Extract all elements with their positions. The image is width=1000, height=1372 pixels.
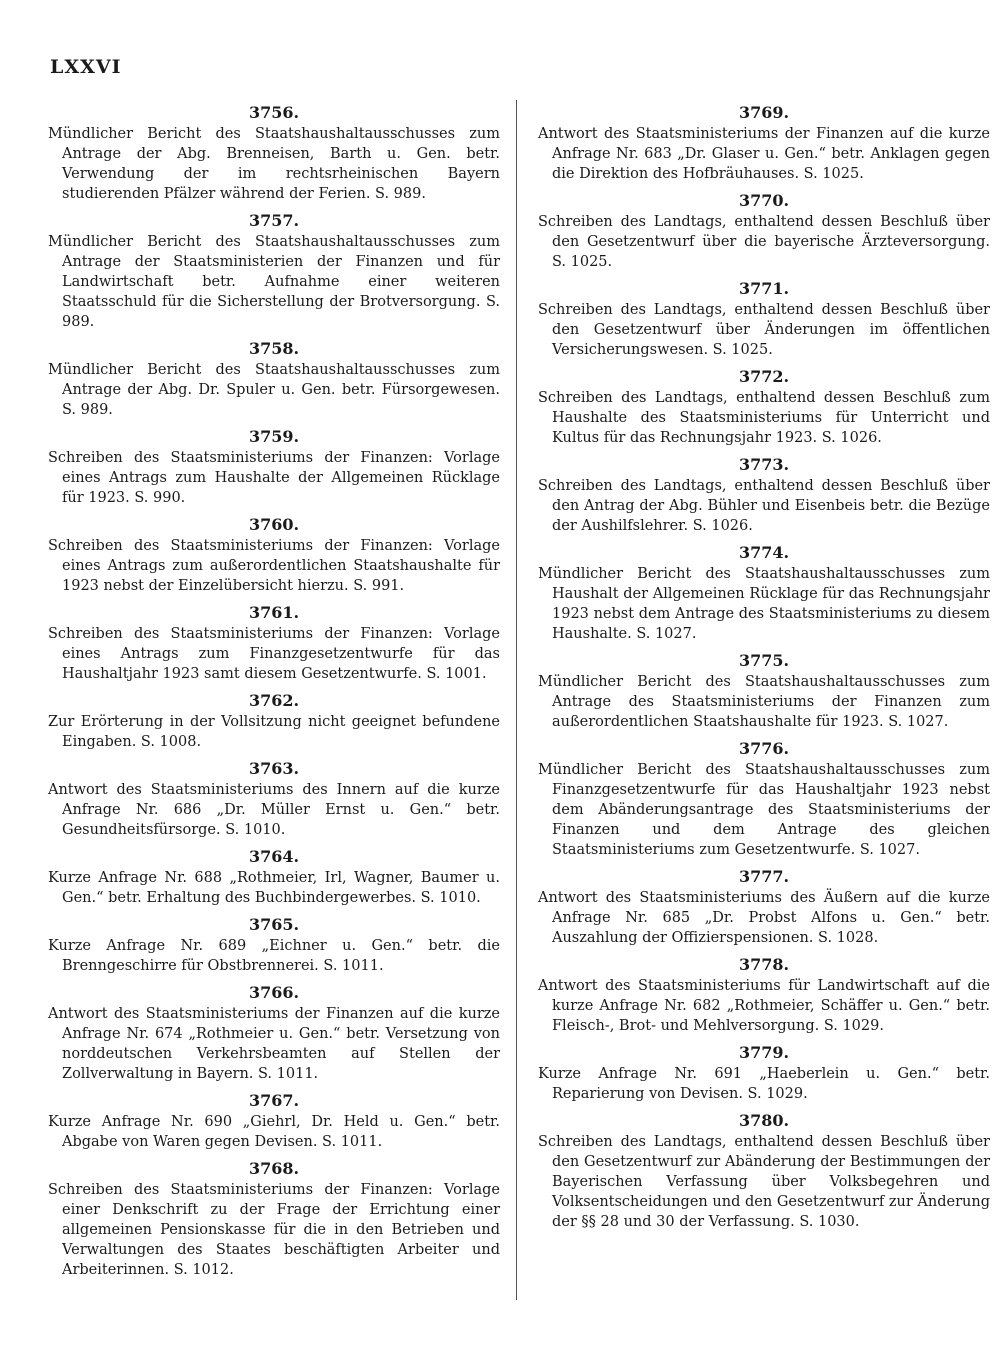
left-column [48,96,500,1284]
entry-text: Schreiben des Staatsministeriums der Finanzen: Vorlage eines Antrags zum Haushalte der Allgemeinen Rücklage für 1923. S. 990. [48,450,500,506]
entry-number: 3769. [738,103,790,122]
index-entry [48,690,500,752]
entry-number: 3759. [248,427,300,446]
entry-text: Schreiben des Landtags, enthaltend dessen Beschluß über den Gesetzentwurf zur Abänderung der Bestimmungen der Bayerischen Verfassung über Volksbegehren und Volksentscheidungen und den Gesetzentwurf zur Änderung der §§ 28 und 30 der Verfassung. S. 1030. [538,1134,990,1230]
index-entry [538,542,990,644]
right-column [538,96,990,1236]
column-divider [516,100,517,1300]
index-entry [48,426,500,508]
entry-text: Schreiben des Landtags, enthaltend dessen Beschluß über den Gesetzentwurf über Änderungen im öffentlichen Versicherungswesen. S. 1025. [538,302,990,358]
entry-number: 3764. [248,847,300,866]
entry-number: 3766. [248,983,300,1002]
entry-text: Antwort des Staatsministeriums der Finanzen auf die kurze Anfrage Nr. 683 „Dr. Glaser u. Gen.“ betr. Anklagen gegen die Direktion des Hofbräuhauses. S. 1025. [538,126,990,182]
index-entry [538,190,990,272]
index-entry [538,278,990,360]
index-entry [538,366,990,448]
index-entry [48,102,500,204]
entry-text: Zur Erörterung in der Vollsitzung nicht geeignet befundene Eingaben. S. 1008. [48,714,500,750]
index-entry [48,210,500,332]
index-entry [538,650,990,732]
entry-text: Mündlicher Bericht des Staatshaushaltausschusses zum Antrage der Abg. Dr. Spuler u. Gen. betr. Fürsorgewesen. S. 989. [48,362,500,418]
entry-text: Mündlicher Bericht des Staatshaushaltausschusses zum Finanzgesetzentwurfe für das Haushaltjahr 1923 nebst dem Abänderungsantrage des Staatsministeriums der Finanzen und dem Antrage des gleichen Staatsministeriums zum Gesetzentwurfe. S. 1027. [538,762,990,858]
entry-text: Mündlicher Bericht des Staatshaushaltausschusses zum Antrage der Abg. Brenneisen, Barth u. Gen. betr. Verwendung der im rechtsrheinischen Bayern studierenden Pfälzer während der Ferien. S. 989. [48,126,500,202]
entry-text: Antwort des Staatsministeriums des Äußern auf die kurze Anfrage Nr. 685 „Dr. Probst Alfons u. Gen.“ betr. Auszahlung der Offizierspensionen. S. 1028. [538,890,990,946]
entry-text: Kurze Anfrage Nr. 689 „Eichner u. Gen.“ betr. die Brenngeschirre für Obstbrennerei. S. 1011. [48,938,500,974]
entry-number: 3776. [738,739,790,758]
index-entry [48,982,500,1084]
entry-number: 3760. [248,515,300,534]
entry-number: 3778. [738,955,790,974]
entry-text: Schreiben des Landtags, enthaltend dessen Beschluß über den Antrag der Abg. Bühler und Eisenbeis betr. die Bezüge der Aushilfslehrer. S. 1026. [538,478,990,534]
entry-number: 3757. [248,211,300,230]
entry-text: Kurze Anfrage Nr. 691 „Haeberlein u. Gen.“ betr. Reparierung von Devisen. S. 1029. [538,1066,990,1102]
index-entry [538,1110,990,1232]
index-entry [48,514,500,596]
index-entry [48,1090,500,1152]
entry-number: 3772. [738,367,790,386]
entry-number: 3767. [248,1091,300,1110]
index-entry [538,454,990,536]
entry-number: 3780. [738,1111,790,1130]
index-entry [48,758,500,840]
entry-number: 3777. [738,867,790,886]
index-entry [538,954,990,1036]
index-entry [48,602,500,684]
entry-text: Mündlicher Bericht des Staatshaushaltausschusses zum Antrage der Staatsministerien der Finanzen und für Landwirtschaft betr. Aufnahme einer weiteren Staatsschuld für die Sicherstellung der Brotversorgung. S. 989. [48,234,500,330]
entry-number: 3758. [248,339,300,358]
index-entry [538,102,990,184]
page-number: LXXVI [50,56,122,78]
entry-text: Schreiben des Landtags, enthaltend dessen Beschluß über den Gesetzentwurf über die bayerische Ärzteversorgung. S. 1025. [538,214,990,270]
entry-text: Schreiben des Landtags, enthaltend dessen Beschluß zum Haushalte des Staatsministeriums für Unterricht und Kultus für das Rechnungsjahr 1923. S. 1026. [538,390,990,446]
index-entry [538,866,990,948]
entry-number: 3761. [248,603,300,622]
index-entry [48,338,500,420]
entry-number: 3774. [738,543,790,562]
entry-text: Antwort des Staatsministeriums des Innern auf die kurze Anfrage Nr. 686 „Dr. Müller Ernst u. Gen.“ betr. Gesundheitsfürsorge. S. 1010. [48,782,500,838]
entry-number: 3763. [248,759,300,778]
entry-number: 3762. [248,691,300,710]
entry-number: 3765. [248,915,300,934]
entry-text: Schreiben des Staatsministeriums der Finanzen: Vorlage einer Denkschrift zu der Frage der Errichtung einer allgemeinen Pensionskasse für die in den Betrieben und Verwaltungen des Staates beschäftigten Arbeiter und Arbeiterinnen. S. 1012. [48,1182,500,1278]
entry-number: 3773. [738,455,790,474]
entry-text: Schreiben des Staatsministeriums der Finanzen: Vorlage eines Antrags zum Finanzgesetzentwurfe für das Haushaltjahr 1923 samt diesem Gesetzentwurfe. S. 1001. [48,626,500,682]
entry-number: 3768. [248,1159,300,1178]
entry-number: 3770. [738,191,790,210]
entry-number: 3775. [738,651,790,670]
index-entry [48,914,500,976]
entry-text: Kurze Anfrage Nr. 690 „Giehrl, Dr. Held u. Gen.“ betr. Abgabe von Waren gegen Devisen. S. 1011. [48,1114,500,1150]
index-entry [48,1158,500,1280]
entry-text: Antwort des Staatsministeriums der Finanzen auf die kurze Anfrage Nr. 674 „Rothmeier u. Gen.“ betr. Versetzung von norddeutschen Verkehrsbeamten auf Stellen der Zollverwaltung in Bayern. S. 1011. [48,1006,500,1082]
entry-text: Mündlicher Bericht des Staatshaushaltausschusses zum Antrage des Staatsministeriums der Finanzen zum außerordentlichen Staatshaushalte für 1923. S. 1027. [538,674,990,730]
index-entry [48,846,500,908]
entry-number: 3779. [738,1043,790,1062]
index-entry [538,1042,990,1104]
entry-number: 3756. [248,103,300,122]
entry-text: Mündlicher Bericht des Staatshaushaltausschusses zum Haushalt der Allgemeinen Rücklage für das Rechnungsjahr 1923 nebst dem Antrage des Staatsministeriums zu diesem Haushalte. S. 1027. [538,566,990,642]
entry-number: 3771. [738,279,790,298]
entry-text: Kurze Anfrage Nr. 688 „Rothmeier, Irl, Wagner, Baumer u. Gen.“ betr. Erhaltung des Buchbindergewerbes. S. 1010. [48,870,500,906]
entry-text: Schreiben des Staatsministeriums der Finanzen: Vorlage eines Antrags zum außerordentlichen Staatshaushalte für 1923 nebst der Einzelübersicht hierzu. S. 991. [48,538,500,594]
index-entry [538,738,990,860]
entry-text: Antwort des Staatsministeriums für Landwirtschaft auf die kurze Anfrage Nr. 682 „Rothmeier, Schäffer u. Gen.“ betr. Fleisch-, Brot- und Mehlversorgung. S. 1029. [538,978,990,1034]
